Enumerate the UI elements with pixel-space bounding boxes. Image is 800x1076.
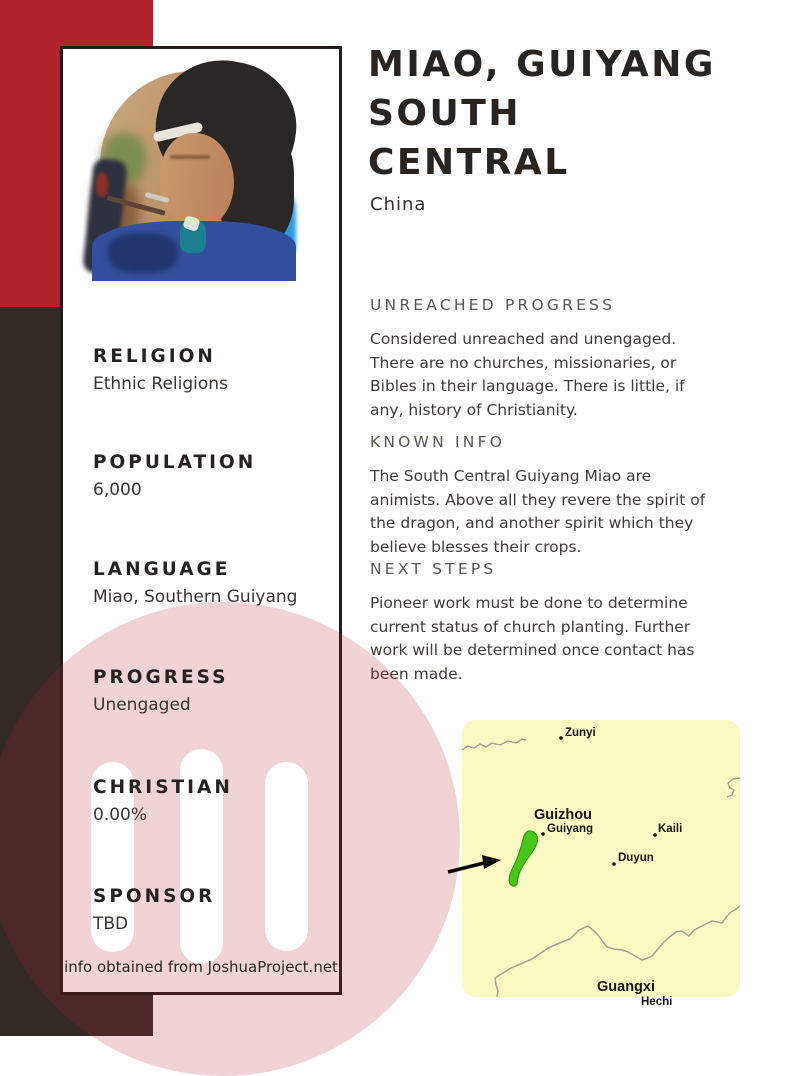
field-label: CHRISTIAN bbox=[93, 777, 233, 798]
map-border-left-tail bbox=[495, 978, 498, 997]
map-border-right-hook bbox=[727, 778, 740, 797]
section-known-info bbox=[370, 433, 722, 559]
field-label: POPULATION bbox=[93, 452, 257, 473]
field-value: Unengaged bbox=[93, 695, 191, 715]
profile-card bbox=[60, 46, 342, 995]
field-christian bbox=[93, 778, 323, 826]
city-label-duyun: Duyun bbox=[618, 852, 654, 864]
field-value: 6,000 bbox=[93, 480, 142, 500]
field-value: 0.00% bbox=[93, 805, 148, 825]
country-label: China bbox=[370, 194, 427, 215]
title-line-2: SOUTH bbox=[368, 93, 521, 134]
city-label-kaili: Kaili bbox=[658, 823, 683, 835]
photo-red-patch bbox=[96, 173, 108, 197]
section-heading: UNREACHED PROGRESS bbox=[370, 296, 616, 314]
map-border-top-left bbox=[462, 739, 526, 750]
page-title bbox=[368, 40, 768, 187]
photo-jacket-shadow bbox=[108, 233, 178, 273]
field-label: LANGUAGE bbox=[93, 559, 231, 580]
photo-face bbox=[160, 133, 234, 229]
map-pointer-arrow bbox=[446, 853, 504, 881]
field-progress bbox=[93, 668, 323, 716]
field-religion bbox=[93, 347, 323, 395]
city-dot-zunyi bbox=[559, 736, 563, 740]
field-value: Ethnic Religions bbox=[93, 374, 228, 394]
city-label-guiyang: Guiyang bbox=[547, 823, 594, 835]
province-label-guangxi: Guangxi bbox=[597, 979, 656, 995]
field-language bbox=[93, 560, 323, 608]
field-label: RELIGION bbox=[93, 346, 216, 367]
title-line-1: MIAO, GUIYANG bbox=[368, 44, 716, 85]
city-dot-kaili bbox=[653, 833, 657, 837]
photo-brow bbox=[170, 155, 210, 159]
field-sponsor bbox=[93, 887, 323, 935]
section-body: The South Central Guiyang Miao are animists. Above all they revere the spirit of the dragon, and another spirit which they believe blesses their crops. bbox=[370, 467, 706, 556]
people-group-area-shape bbox=[509, 831, 538, 886]
field-population bbox=[93, 453, 323, 501]
province-label-guizhou: Guizhou bbox=[534, 807, 592, 823]
section-unreached-progress bbox=[370, 296, 722, 422]
section-heading: KNOWN INFO bbox=[370, 433, 506, 451]
people-group-photo bbox=[100, 71, 288, 259]
field-label: PROGRESS bbox=[93, 667, 229, 688]
field-label: SPONSOR bbox=[93, 886, 216, 907]
map-province-border bbox=[495, 906, 740, 978]
field-value: TBD bbox=[93, 914, 129, 934]
clipped-place-label: Hechi bbox=[641, 996, 673, 1008]
attribution-note: info obtained from JoshuaProject.net bbox=[64, 958, 338, 976]
title-line-3: CENTRAL bbox=[368, 142, 570, 183]
section-body: Considered unreached and unengaged. There are no churches, missionaries, or Bibles in their language. There is little, if any, history of Christianity. bbox=[370, 330, 685, 419]
section-next-steps bbox=[370, 560, 722, 686]
section-body: Pioneer work must be done to determine current status of church planting. Further work will be determined once contact has been made. bbox=[370, 594, 695, 683]
field-value: Miao, Southern Guiyang bbox=[93, 587, 298, 607]
section-heading: NEXT STEPS bbox=[370, 560, 497, 578]
city-dot-guiyang bbox=[541, 832, 545, 836]
city-dot-duyun bbox=[612, 862, 616, 866]
city-label-zunyi: Zunyi bbox=[565, 727, 596, 739]
